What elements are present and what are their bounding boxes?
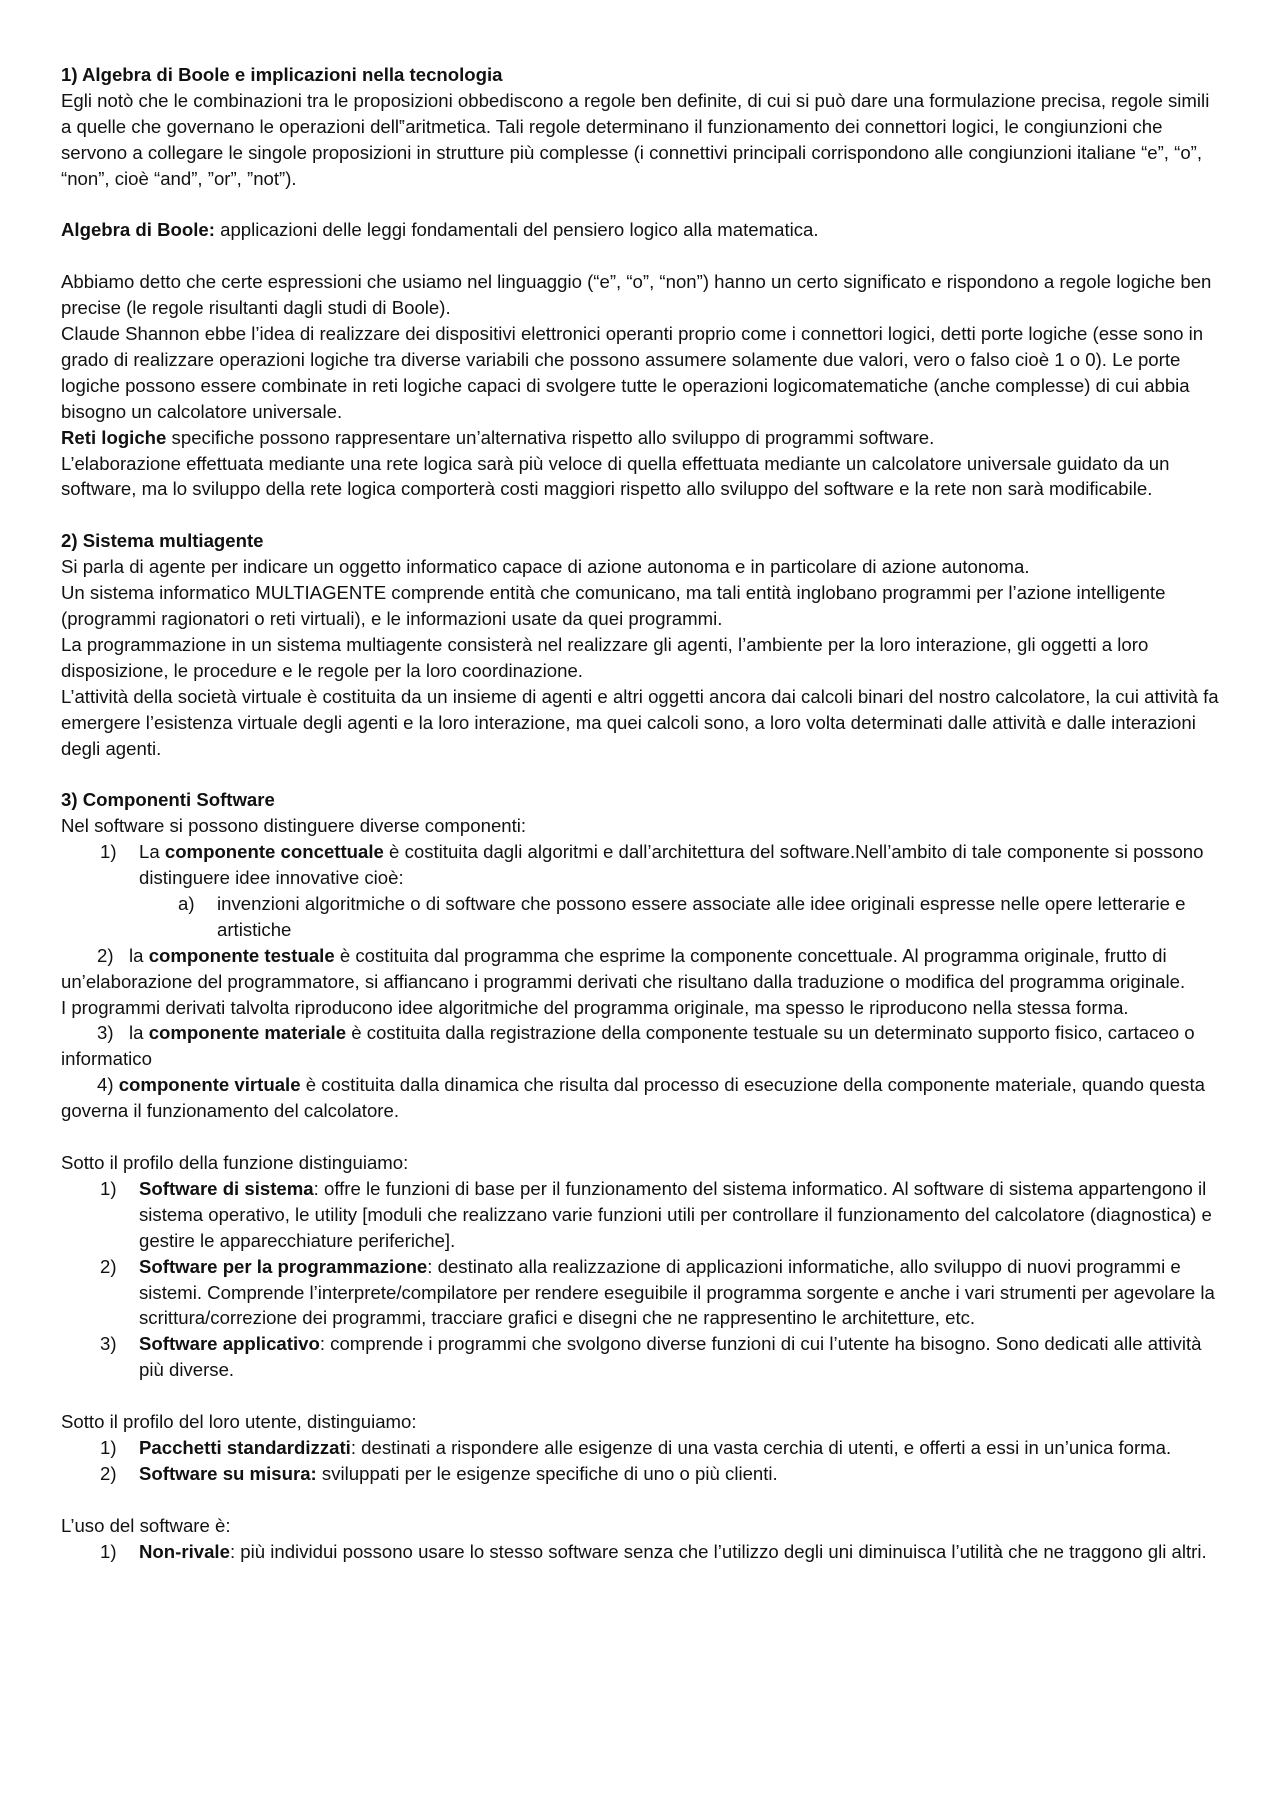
component-item: 4) componente virtuale è costituita dalla dinamica che risulta dal processo di esecuzione della componente materiale, quando questa governa il funzionamento del calcolatore.: [61, 1074, 1205, 1122]
usage-list: [61, 1539, 1220, 1565]
list-item: 1) Pacchetti standardizzati: destinati a rispondere alle esigenze di una vasta cerchia di utenti, e offerti a essi in un’unica forma.: [100, 1436, 1172, 1458]
component-paragraph: I programmi derivati talvolta riproducono idee algoritmiche del programma originale, ma spesso le riproducono nella stessa forma.: [61, 996, 1129, 1018]
section-2-paragraph: Un sistema informatico MULTIAGENTE comprende entità che comunicano, ma tali entità inglobano programmi per l’azione intelligente (programmi ragionatori o reti virtuali), e le informazioni usate da quei programmi.: [61, 582, 1166, 629]
section-1-paragraph: Egli notò che le combinazioni tra le proposizioni obbediscono a regole ben definite, di cui si può dare una formulazione precisa, regole simili a quelle che governano le operazioni dell‟aritmetica. Tali regole determinano il funzionamento dei connettori logici, le congiunzioni che servono a collegare le singole proposizioni in strutture più complesse (i connettivi principali corrispondono alle congiunzioni italiane “e”, “o”, “non”, cioè “and”, ”or”, ”not”).: [61, 89, 1210, 189]
section-1-paragraph: Reti logiche specifiche possono rappresentare un’alternativa rispetto allo sviluppo di programmi software.: [61, 426, 935, 448]
boole-definition-term: Algebra di Boole:: [61, 219, 215, 241]
list-item: 2) Software per la programmazione: destinato alla realizzazione di applicazioni informatiche, allo sviluppo di nuovi programmi e sistemi. Comprende l’interprete/compilatore per rendere eseguibile il programma sorgente e anche i vari strumenti per agevolare la scrittura/correzione dei programmi, tracciare grafici e disegni che ne rappresentino le architetture, etc.: [100, 1255, 1215, 1329]
section-3-intro: Nel software si possono distinguere diverse componenti:: [61, 815, 527, 837]
component-item: 1) La componente concettuale è costituita dagli algoritmi e dall’architettura del software.Nell’ambito di tale componente si possono distinguere idee innovative cioè:: [100, 841, 1204, 889]
component-subitem: a) invenzioni algoritmiche o di software che possono essere associate alle idee originali espresse nelle opere letterarie e artistiche: [178, 892, 1186, 940]
section-3-heading: 3) Componenti Software: [61, 789, 275, 811]
function-intro: Sotto il profilo della funzione distinguiamo:: [61, 1151, 409, 1173]
user-list: [61, 1435, 1220, 1487]
section-1-paragraph: L’elaborazione effettuata mediante una rete logica sarà più veloce di quella effettuata mediante un calcolatore universale guidato da un software, ma lo sviluppo della rete logica comporterà costi maggiori rispetto allo sviluppo del software e la rete non sarà modificabile.: [61, 452, 1170, 500]
section-1-heading: 1) Algebra di Boole e implicazioni nella tecnologia: [61, 64, 503, 85]
component-item: 3) la componente materiale è costituita dalla registrazione della componente testuale su un determinato supporto fisico, cartaceo o informatico: [61, 1022, 1195, 1070]
section-2-heading: 2) Sistema multiagente: [61, 530, 264, 552]
section-1-paragraph: Claude Shannon ebbe l’idea di realizzare dei dispositivi elettronici operanti proprio come i connettori logici, detti porte logiche (esse sono in grado di realizzare operazioni logiche tra diverse variabili che possono assumere solamente due valori, vero o falso cioè 1 o 0). Le porte logiche possono essere combinate in reti logiche capaci di svolgere tutte le operazioni logicomatematiche (anche complesse) di cui abbia bisogno un calcolatore universale.: [61, 323, 1204, 422]
usage-intro: L’uso del software è:: [61, 1514, 231, 1536]
function-list: [61, 1176, 1220, 1383]
list-item: 1) Non-rivale: più individui possono usare lo stesso software senza che l’utilizzo degli uni diminuisca l’utilità che ne traggono gli altri.: [100, 1540, 1207, 1562]
boole-definition: Algebra di Boole: applicazioni delle leggi fondamentali del pensiero logico alla matematica.: [61, 219, 819, 241]
list-item: 2) Software su misura: sviluppati per le esigenze specifiche di uno o più clienti.: [100, 1462, 778, 1484]
section-2-paragraph: La programmazione in un sistema multiagente consisterà nel realizzare gli agenti, l’ambiente per la loro interazione, gli oggetti a loro disposizione, le procedure e le regole per la loro coordinazione.: [61, 633, 1149, 681]
list-item: 1) Software di sistema: offre le funzioni di base per il funzionamento del sistema informatico. Al software di sistema appartengono il sistema operativo, le utility [moduli che realizzano varie funzioni utili per controllare il funzionamento del calcolatore (diagnostica) e gestire le apparecchiature periferiche].: [100, 1177, 1212, 1251]
list-item: 3) Software applicativo: comprende i programmi che svolgono diverse funzioni di cui l’utente ha bisogno. Sono dedicati alle attività più diverse.: [100, 1333, 1202, 1381]
section-2-paragraph: Si parla di agente per indicare un oggetto informatico capace di azione autonoma e in particolare di azione autonoma.: [61, 556, 1030, 578]
section-2-paragraph: L’attività della società virtuale è costituita da un insieme di agenti e altri oggetti ancora dai calcoli binari del nostro calcolatore, la cui attività fa emergere l’esistenza virtuale degli agenti e la loro interazione, ma quei calcoli sono, a loro volta determinati dalle attività e dalle interazioni degli agenti.: [61, 685, 1219, 759]
section-1-paragraph: Abbiamo detto che certe espressioni che usiamo nel linguaggio (“e”, “o”, “non”) hanno un certo significato e rispondono a regole logiche ben precise (le regole risultanti dagli studi di Boole).: [61, 271, 1212, 319]
user-intro: Sotto il profilo del loro utente, distinguiamo:: [61, 1411, 417, 1433]
component-item: 2) la componente testuale è costituita dal programma che esprime la componente concettuale. Al programma originale, frutto di un’elaborazione del programmatore, si affiancano i programmi derivati che risultano dalla traduzione o modifica del programma originale.: [61, 944, 1186, 992]
